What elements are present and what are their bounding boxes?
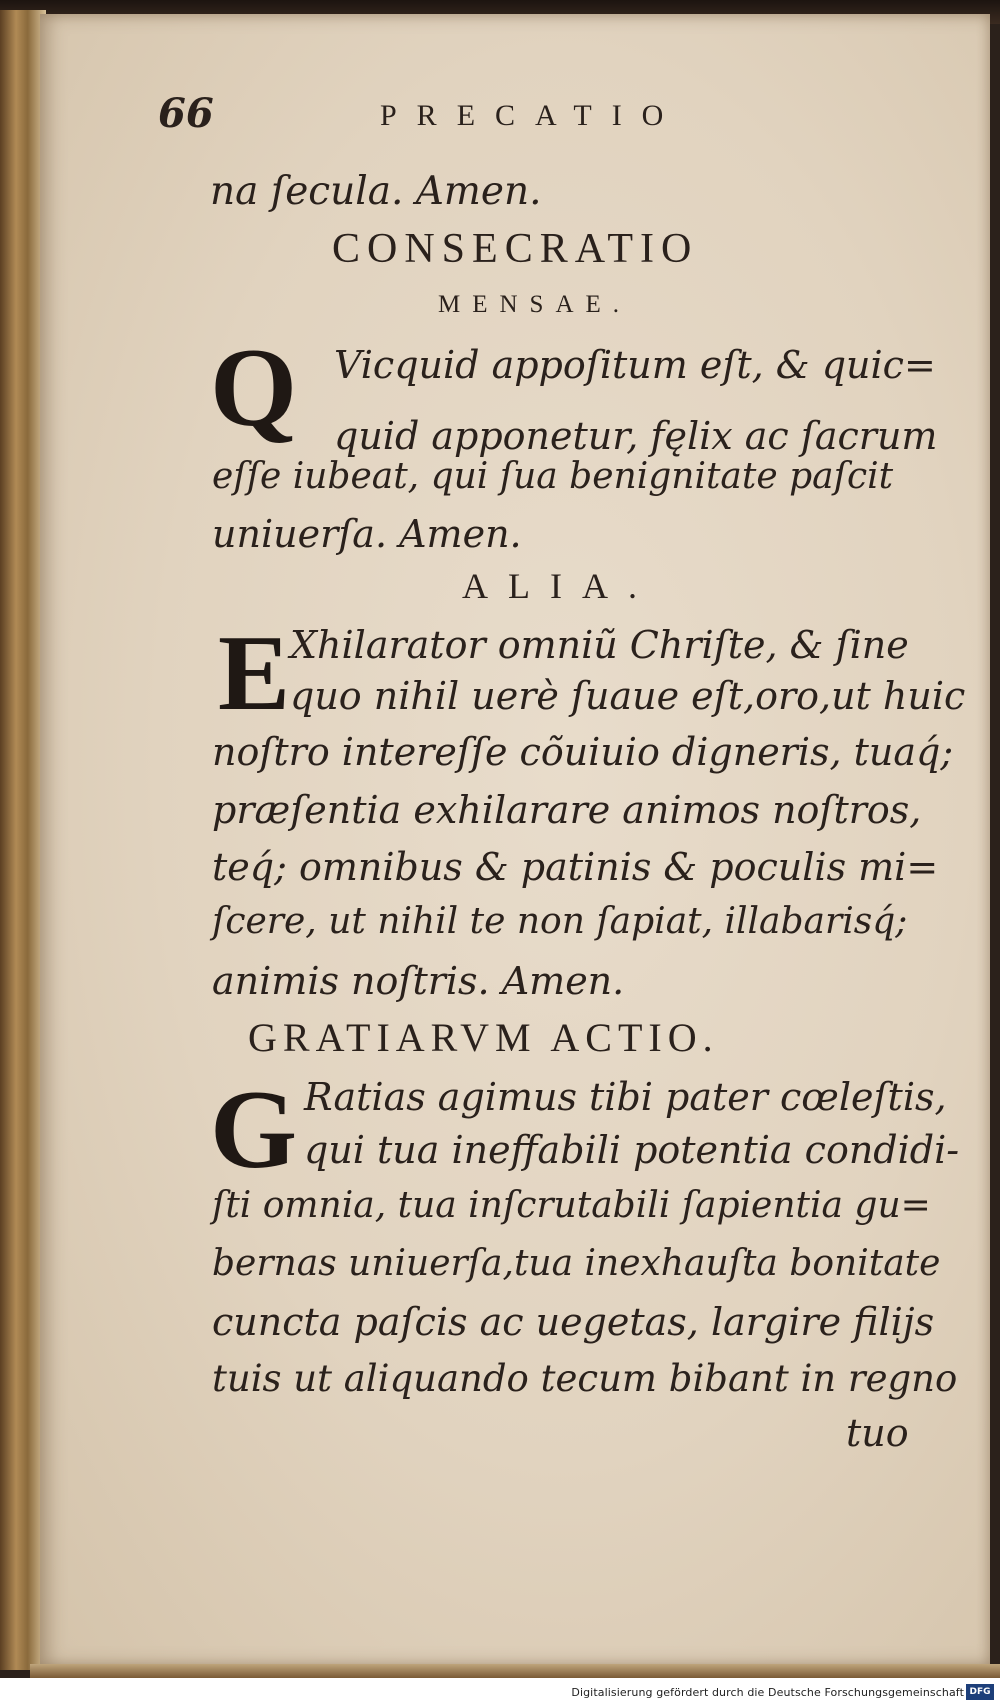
page-number: 66 (158, 90, 214, 137)
paragraph-line: ſcere, ut nihil te non ſapiat, illabarisq́; (212, 901, 908, 942)
section-title-consecratio: CONSECRATIO (332, 226, 699, 272)
section-title-gratiarum-actio: GRATIARVM ACTIO. (248, 1015, 719, 1060)
catchword: tuo (846, 1411, 909, 1455)
page-bottom-edge (30, 1664, 1000, 1678)
paragraph-line: animis noſtris. Amen. (212, 959, 625, 1003)
paragraph-line: teq́; omnibus & patinis & poculis mi= (212, 845, 939, 889)
dropcap-e: E (218, 614, 291, 733)
paragraph-line: eſſe iubeat, qui ſua benignitate paſcit (212, 456, 894, 497)
paragraph-line: Ratias agimus tibi pater cœleſtis, (304, 1075, 947, 1119)
paragraph-line: Xhilarator omniũ Chriſte, & ſine (290, 623, 909, 667)
running-head: PRECATIO (380, 99, 684, 132)
paragraph-line: præſentia exhilarare animos noſtros, (212, 788, 922, 832)
section-title-alia: ALIA. (462, 566, 657, 606)
paragraph-line: quo nihil uerè ſuaue eſt,oro,ut huic (290, 674, 966, 718)
paragraph-line: qui tua ineffabili potentia condidi- (304, 1128, 960, 1172)
paragraph-line: uniuerſa. Amen. (212, 512, 522, 556)
paragraph-line: quid apponetur, fęlix ac ſacrum (334, 414, 938, 458)
dropcap-g: G (210, 1068, 298, 1192)
footer-credit: Digitalisierung gefördert durch die Deutsche Forschungsgemeinschaft (571, 1686, 964, 1699)
continuation-line: na ſecula. Amen. (210, 169, 542, 214)
paragraph-line: ſti omnia, tua inſcrutabili ſapientia gu= (212, 1185, 931, 1226)
dropcap-q: Q (210, 326, 298, 450)
paragraph-line: Vicquid appoſitum eſt, & quic= (334, 343, 936, 387)
paragraph-line: bernas uniuerſa,tua inexhauſta bonitate (212, 1243, 941, 1284)
section-subtitle-mensae: MENSAE. (438, 291, 632, 318)
paragraph-line: tuis ut aliquando tecum bibant in regno (212, 1357, 958, 1400)
paragraph-line: cuncta paſcis ac uegetas, largire filijs (212, 1300, 935, 1344)
dfg-logo: DFG (966, 1684, 994, 1700)
paragraph-line: noſtro intereſſe cõuiuio digneris, tuaq́; (212, 730, 954, 774)
